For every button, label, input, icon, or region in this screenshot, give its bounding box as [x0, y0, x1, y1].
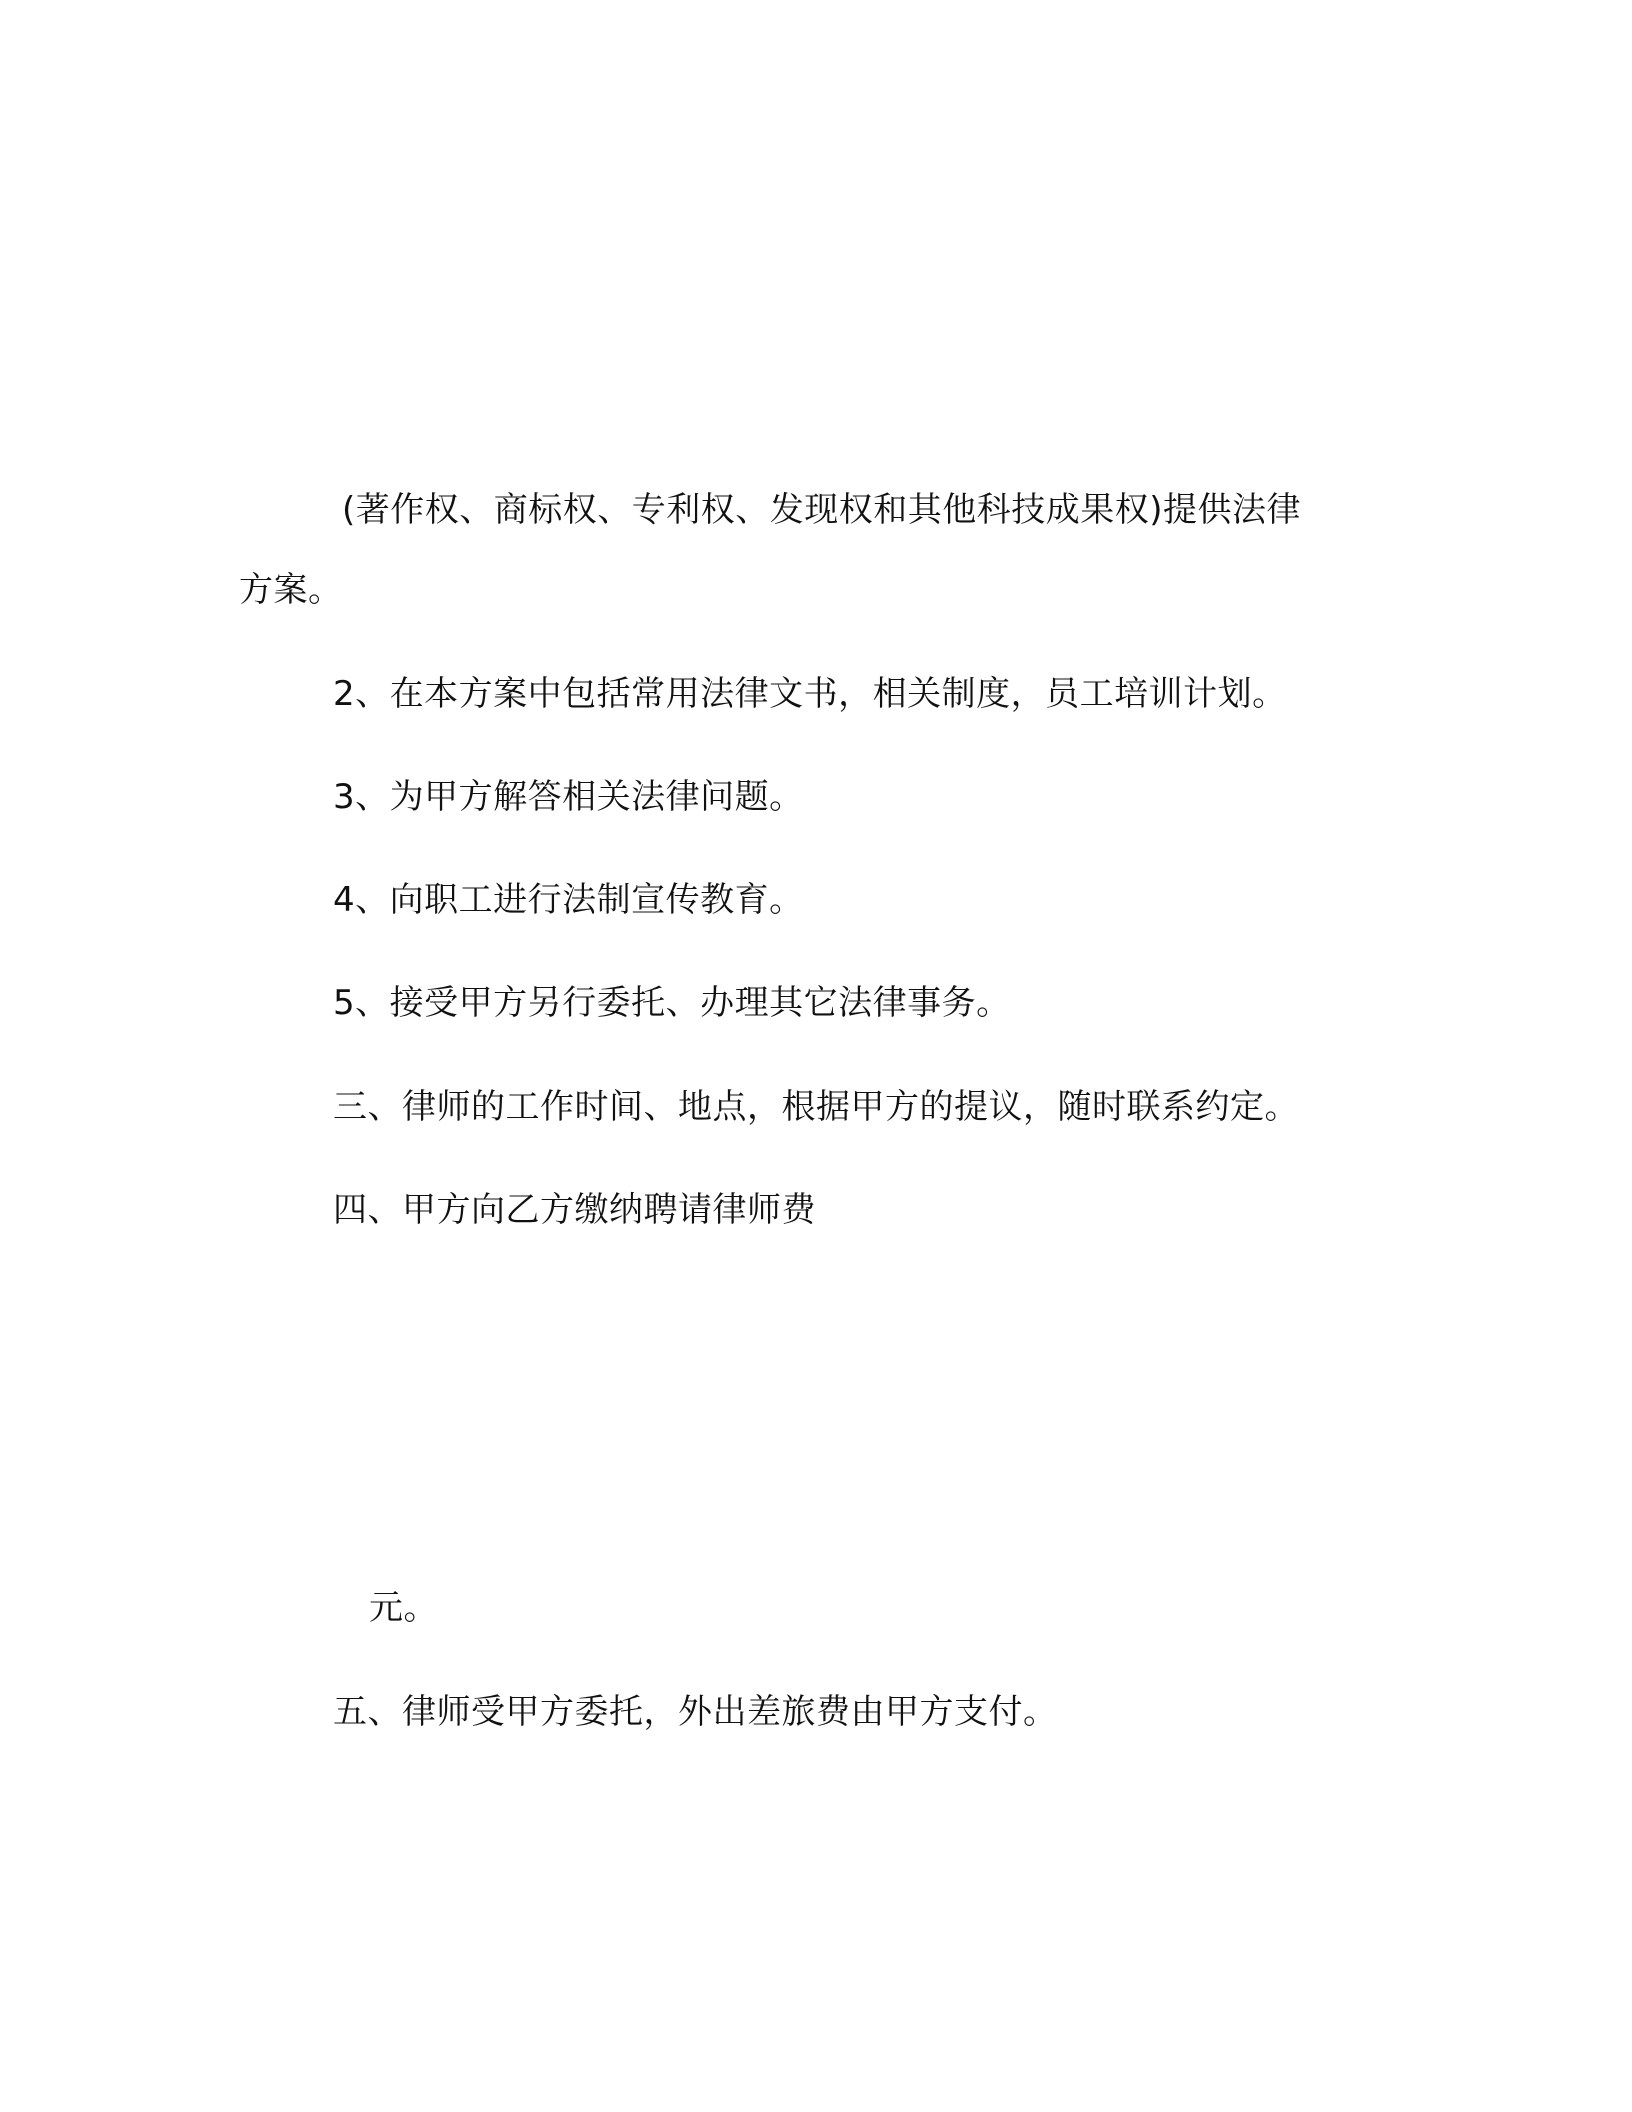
section-5-travel-expenses: 五、律师受甲方委托，外出差旅费由甲方支付。 [333, 1692, 1058, 1732]
fee-amount-unit: 元。 [369, 1588, 438, 1628]
item-3-legal-questions: 3、为甲方解答相关法律问题。 [333, 777, 804, 817]
paragraph-ip-rights-line-1: (著作权、商标权、专利权、发现权和其他科技成果权)提供法律 [342, 490, 1302, 530]
section-3-work-time-place: 三、律师的工作时间、地点，根据甲方的提议，随时联系约定。 [333, 1087, 1299, 1127]
item-4-legal-education: 4、向职工进行法制宣传教育。 [333, 880, 804, 920]
section-4-lawyer-fee: 四、甲方向乙方缴纳聘请律师费 [333, 1190, 816, 1230]
paragraph-ip-rights-line-2: 方案。 [239, 570, 343, 610]
item-2-legal-documents: 2、在本方案中包括常用法律文书，相关制度，员工培训计划。 [333, 674, 1287, 714]
item-5-other-legal-affairs: 5、接受甲方另行委托、办理其它法律事务。 [333, 983, 1011, 1023]
